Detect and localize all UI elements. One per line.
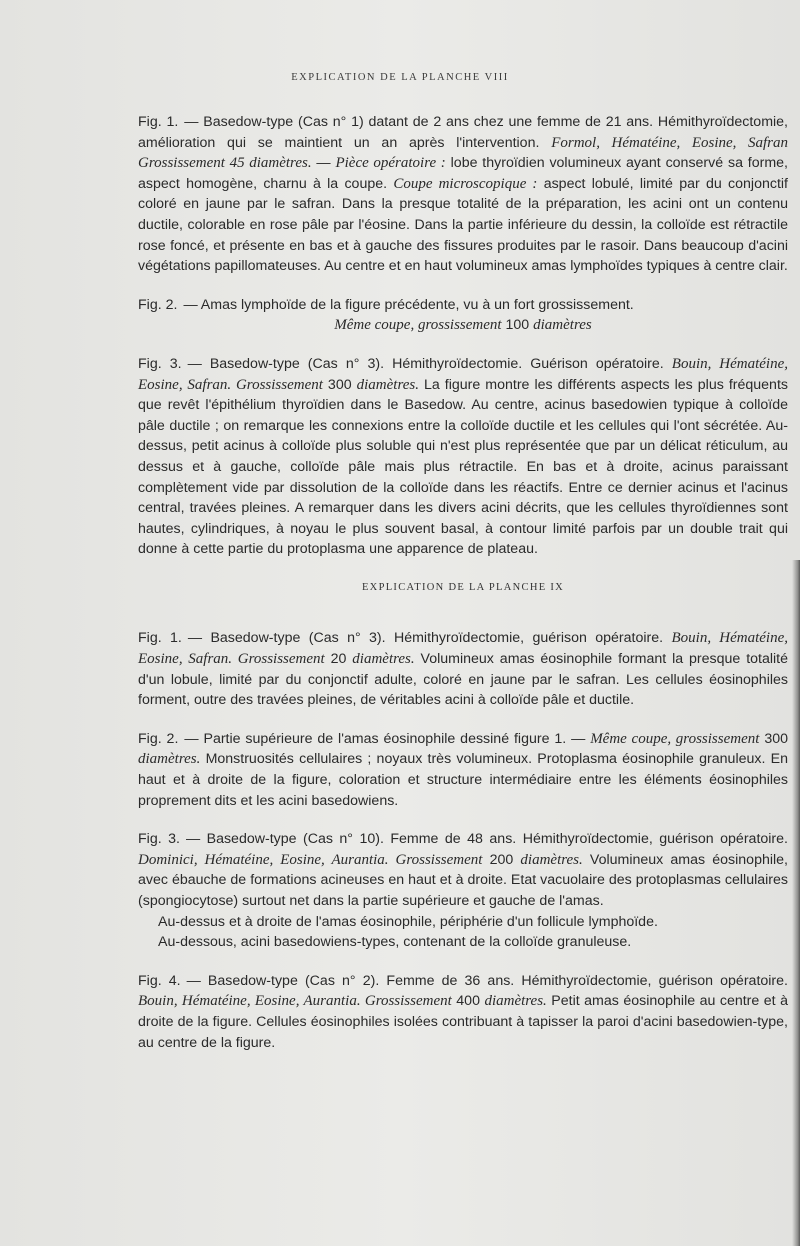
fig-text: — Basedow-type (Cas n° 10). Femme de 48 ans. Hémithyroïdectomie, guérison opératoire. <box>185 831 788 848</box>
fig-text: — Amas lymphoïde de la figure précédente, vu à un fort grossissement. <box>183 296 634 313</box>
fig-italic: Pièce opératoire : <box>335 155 446 172</box>
plate9-fig3 <box>138 829 788 953</box>
plate9-fig3-para3: Au-dessous, acini basedowiens-types, contenant de la colloïde granuleuse. <box>158 934 632 951</box>
fig-italic: diamètres. <box>484 993 547 1010</box>
plate8-fig2-line2 <box>138 315 788 336</box>
fig-label: Fig. 3. <box>138 831 180 848</box>
fig-text: aspect lobulé, limité par du conjonctif coloré en jaune par le safran. Dans la presque totalité de la préparation, les acini ont un contenu ductile, colorable en rose pâle par l'éosine. Dans la partie inférieure du dessin, la colloïde est rétractile rose foncé, et présente en bas et à gauche des fissures produites par le rasoir. Dans beaucoup d'acini végétations papillomateuses. Au centre et en haut volumineux amas lymphoïdes typiques à centre clair. <box>138 175 788 275</box>
fig-text: — Basedow-type (Cas n° 3). Hémithyroïdectomie. Guérison opératoire. <box>187 355 672 372</box>
fig-label: Fig. 2. <box>138 730 179 747</box>
fig-text: — Basedow-type (Cas n° 2). Femme de 36 ans. Hémithyroïdectomie, guérison opératoire. <box>186 972 788 989</box>
fig-italic: Bouin, Hématéine, Eosine, Safran. Grossissement <box>138 355 788 393</box>
fig-italic: Même coupe, grossissement <box>590 730 760 747</box>
fig-italic: Bouin, Hématéine, Eosine, Aurantia. Grossissement <box>138 993 452 1010</box>
fig-italic: Formol, Hématéine, Eosine, Safran Grossissement 45 diamètres. <box>138 134 788 172</box>
content <box>138 112 788 1071</box>
fig-text: — Basedow-type (Cas n° 1) datant de 2 ans chez une femme de 21 ans. Hémithyroïdectomie, amélioration qui se maintient un an après l'intervention. <box>138 114 788 151</box>
fig-text: — Partie supérieure de l'amas éosinophile dessiné figure 1. — <box>184 730 591 747</box>
fig-italic: diamètres. <box>356 376 419 393</box>
plate9-fig2-text <box>138 729 788 811</box>
plate8-fig2 <box>138 295 788 336</box>
section-heading: EXPLICATION DE LA PLANCHE IX <box>361 581 565 593</box>
fig-text: 300 <box>322 376 357 393</box>
plate9-fig1-text <box>138 628 788 710</box>
plate9-fig4 <box>138 971 788 1053</box>
fig-label: Fig. 3. <box>138 355 182 372</box>
fig-italic: Même coupe, grossissement <box>334 317 502 334</box>
plate9-fig3-text <box>138 829 788 911</box>
fig-text: La figure montre les différents aspects les plus fréquents que revêt l'épithélium thyroïdien dans le Basedow. Au centre, acinus basedowien typique à colloïde pâle ductile ; on remarque les connexions entre la colloïde ductile et les cellules qui l'ont sécrétée. Au-dessus, petit acinus à colloïde plus soluble qui n'est plus représentée que par un délicat réticulum, au dessus et à gauche, colloïde pâle mais plus rétractile. En bas et à droite, acinus paraissant complètement vide par dissolution de la colloïde dans les réactifs. Entre ce dernier acinus et l'acinus central, travées pleines. A remarquer dans les divers acini décrits, que les cellules thyroïdiennes sont hautes, cylindriques, à noyau le plus souvent basal, à contour limité parfois par un double trait qui donne à cette partie du protoplasma une apparence de plateau. <box>138 376 788 558</box>
fig-label: Fig. 1. <box>138 114 179 130</box>
plate9-fig1 <box>138 628 788 710</box>
fig-italic: diamètres. <box>138 751 201 768</box>
fig-text: Volumineux amas éosinophile, avec ébauche de formations acineuses en haut et à droite. Etat vacuolaire des protoplasmas cellulaires (spongiocytose) surtout net dans la partie supérieure et gauche de l'amas. <box>138 851 788 909</box>
fig-text: 400 <box>451 993 485 1010</box>
fig-text: Petit amas éosinophile au centre et à droite de la figure. Cellules éosinophiles isolées contribuant à tapisser la paroi d'acini basedowien-type, au centre de la figure. <box>138 993 788 1051</box>
fig-text: Monstruosités cellulaires ; noyaux très volumineux. Protoplasma éosinophile granuleux. En haut et à droite de la figure, coloration et structure intermédiaire entre les éléments éosinophiles proprement dits et les acini basedowiens. <box>138 751 788 809</box>
plate9-fig3-para2: Au-dessus et à droite de l'amas éosinophile, périphérie d'un follicule lymphoïde. <box>158 913 658 930</box>
fig-label: Fig. 4. <box>138 972 181 989</box>
fig-text: 100 <box>501 317 534 334</box>
fig-italic: diamètres. <box>352 651 415 668</box>
plate8-fig3 <box>138 354 788 560</box>
fig-text: 20 <box>324 651 353 668</box>
page-edge-shadow <box>792 560 800 1246</box>
plate9-fig4-text <box>138 971 788 1053</box>
fig-italic: diamètres. <box>520 851 583 868</box>
fig-italic: Coupe microscopique : <box>393 175 538 192</box>
fig-text: Volumineux amas éosinophile formant la presque totalité d'un lobule, limité par du conjonctif adulte, coloré en jaune par le safran. Les cellules éosinophiles forment, outre des travées pleines, de véritables acini à colloïde pâle et ductile. <box>138 651 788 709</box>
running-head: EXPLICATION DE LA PLANCHE VIII <box>291 72 509 83</box>
fig-text: — Basedow-type (Cas n° 3). Hémithyroïdectomie, guérison opératoire. <box>187 630 672 647</box>
plate8-fig1 <box>138 112 788 277</box>
fig-italic: diamètres <box>533 317 592 334</box>
plate8-fig1-text <box>138 112 788 277</box>
fig-text: lobe thyroïdien volumineux ayant conservé sa forme, aspect homogène, charnu à la coupe. <box>138 155 789 192</box>
fig-label: Fig. 2. <box>138 296 178 313</box>
plate8-fig2-text <box>138 295 788 316</box>
fig-text: 300 <box>759 730 788 747</box>
fig-text: 200 <box>482 851 521 868</box>
fig-italic: Dominici, Hématéine, Eosine, Aurantia. Grossissement <box>138 851 483 868</box>
fig-label: Fig. 1. <box>138 630 182 647</box>
fig-italic: Bouin, Hématéine, Eosine, Safran. Grossissement <box>138 630 788 668</box>
fig-text: — <box>311 155 336 172</box>
plate9-fig2 <box>138 729 788 811</box>
plate8-fig3-text <box>138 354 788 560</box>
